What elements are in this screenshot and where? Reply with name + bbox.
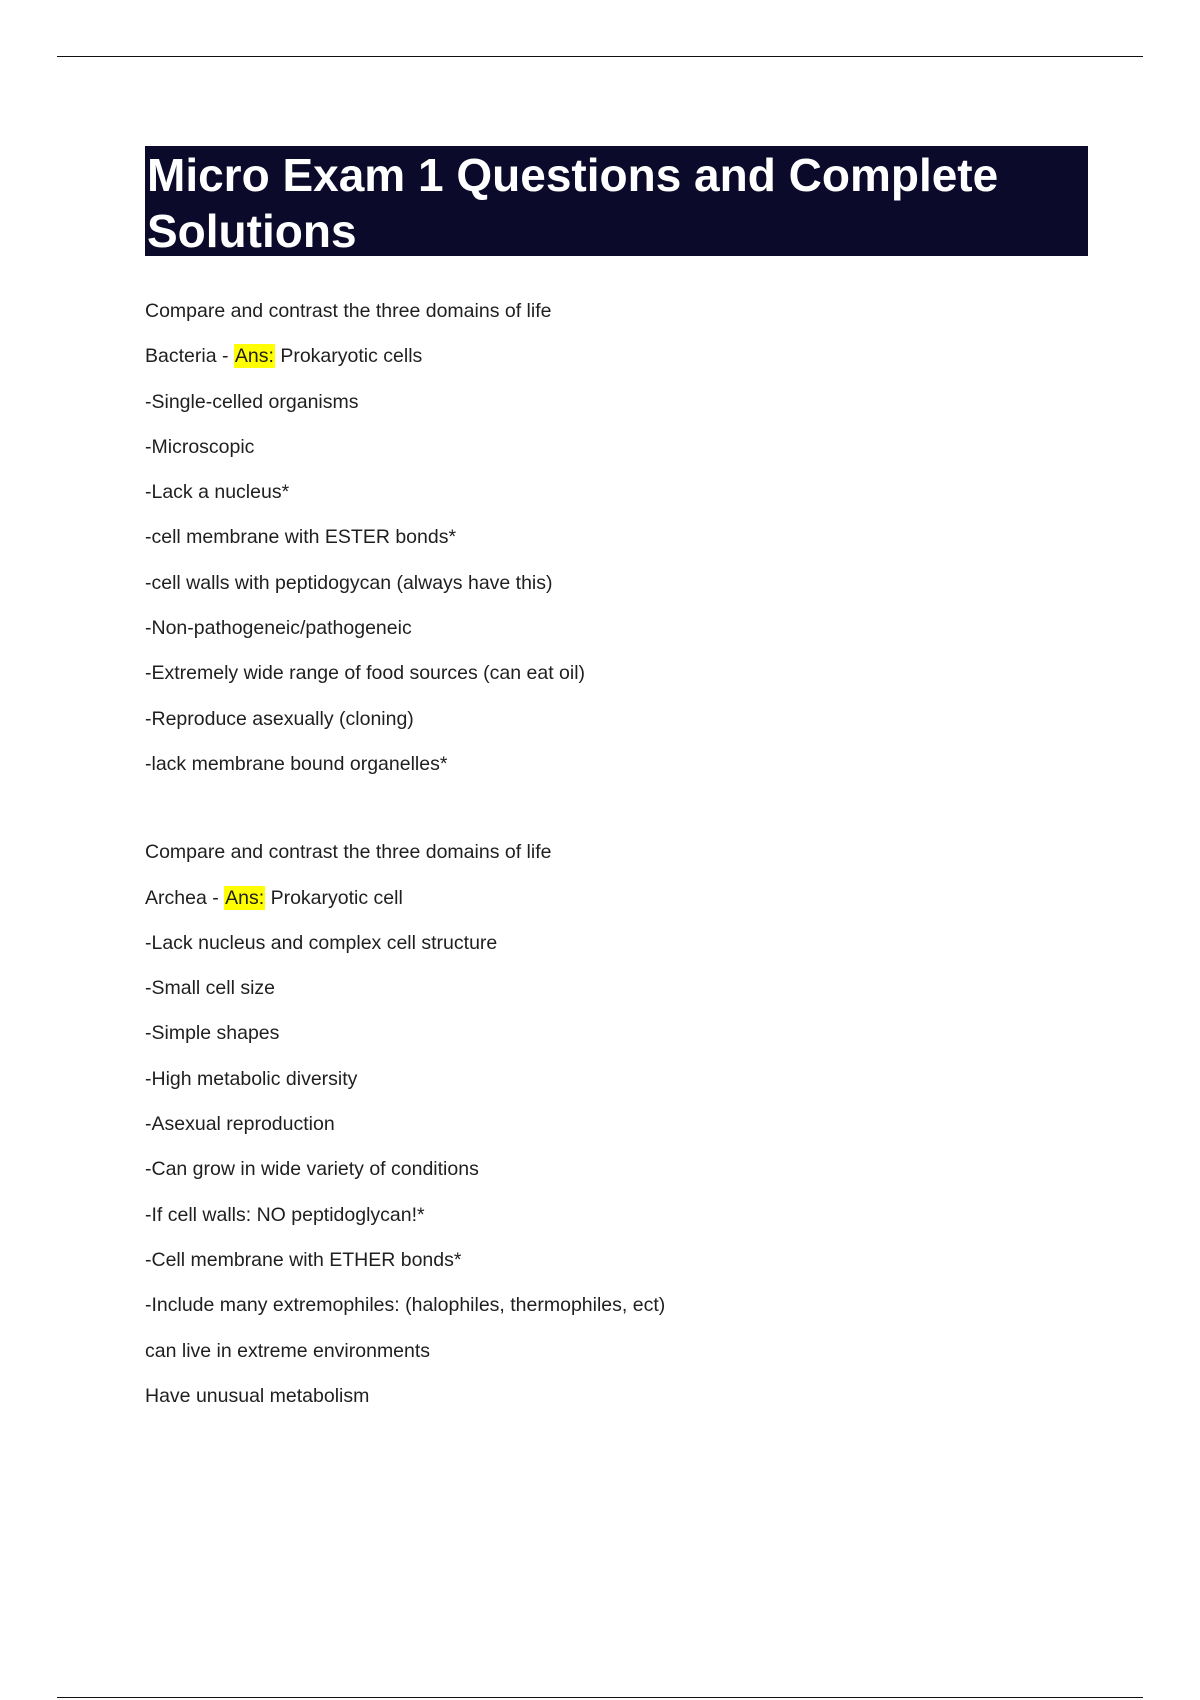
list-item: -Single-celled organisms — [145, 390, 359, 413]
section-spacer — [145, 798, 1045, 841]
answer-label-highlight: Ans: — [234, 345, 274, 368]
answer-line — [145, 887, 1045, 909]
list-item: -Small cell size — [145, 977, 276, 1000]
list-item: -lack membrane bound organelles* — [145, 752, 448, 775]
question-text: Compare and contrast the three domains of life — [145, 300, 552, 322]
list-item: -Lack a nucleus* — [145, 481, 290, 504]
list-item: -Extremely wide range of food sources (can eat oil) — [145, 662, 586, 685]
qa-section-archea — [145, 841, 1045, 1407]
answer-prefix: Bacteria - — [145, 345, 234, 368]
list-item: -Cell membrane with ETHER bonds* — [145, 1248, 462, 1271]
list-item: -Asexual reproduction — [145, 1113, 335, 1136]
document-title: Micro Exam 1 Questions and Complete Solutions — [147, 149, 999, 257]
qa-section-bacteria — [145, 300, 1045, 775]
document-body — [145, 300, 1045, 1430]
list-item: -Non-pathogeneic/pathogeneic — [145, 617, 412, 640]
answer-prefix: Archea - — [145, 886, 225, 909]
question-text: Compare and contrast the three domains of life — [145, 841, 552, 864]
answer-label-highlight: Ans: — [225, 886, 265, 909]
list-item: -Microscopic — [145, 435, 255, 458]
list-item: Have unusual metabolism — [145, 1384, 370, 1407]
list-item: -Include many extremophiles: (halophiles, thermophiles, ect) — [145, 1294, 666, 1317]
answer-text: Prokaryotic cell — [265, 886, 403, 909]
list-item: -High metabolic diversity — [145, 1067, 358, 1090]
list-item: -Reproduce asexually (cloning) — [145, 707, 414, 730]
answer-line — [145, 345, 1045, 367]
list-item: -cell walls with peptidogycan (always have this) — [145, 571, 553, 594]
list-item: -Lack nucleus and complex cell structure — [145, 931, 498, 954]
list-item: -Simple shapes — [145, 1022, 280, 1045]
list-item: -If cell walls: NO peptidoglycan!* — [145, 1203, 425, 1226]
title-banner — [145, 146, 1088, 256]
list-item: -Can grow in wide variety of conditions — [145, 1158, 479, 1181]
list-item: can live in extreme environments — [145, 1339, 431, 1362]
list-item: -cell membrane with ESTER bonds* — [145, 526, 457, 549]
header-rule — [57, 56, 1143, 57]
answer-text: Prokaryotic cells — [274, 345, 423, 368]
footer-rule — [57, 1697, 1143, 1698]
